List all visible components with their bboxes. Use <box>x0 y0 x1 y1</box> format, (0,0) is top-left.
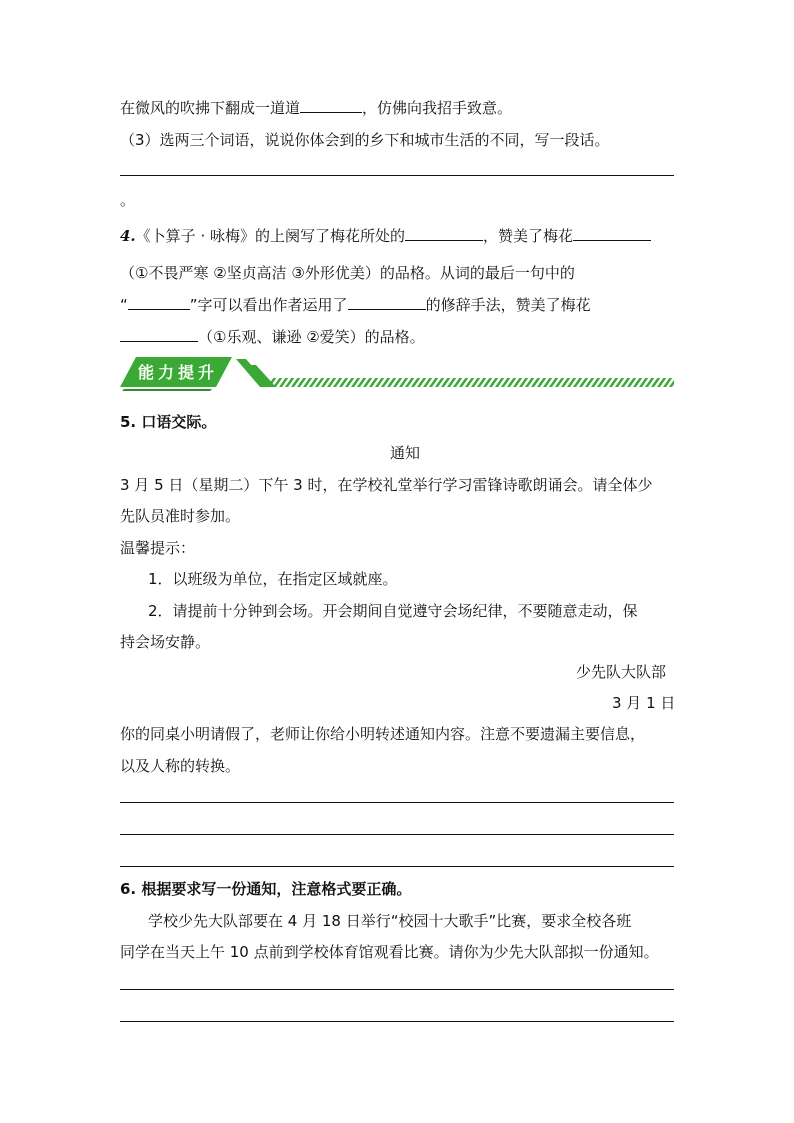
q6-paragraph-2: 同学在当天上午 10 点前到学校体育馆观看比赛。请你为少先大队部拟一份通知。 <box>120 943 659 961</box>
section-banner <box>120 357 674 391</box>
q4-number: 4. <box>120 227 136 245</box>
notice-title: 通知 <box>390 444 421 462</box>
q6-title: 6. 根据要求写一份通知，注意格式要正确。 <box>120 880 412 898</box>
answer-line[interactable] <box>120 834 674 835</box>
q4-quote-open: “ <box>120 296 128 314</box>
notice-tips-label: 温馨提示： <box>120 539 196 557</box>
q4-line-4 <box>120 326 425 347</box>
notice-date: 3 月 1 日 <box>612 694 676 712</box>
section-banner-title: 能力提升 <box>138 363 219 382</box>
q4-text: ”字可以看出作者运用了 <box>189 296 348 314</box>
notice-tip-1: 1．以班级为单位，在指定区域就座。 <box>148 570 398 588</box>
answer-blank[interactable] <box>128 294 190 310</box>
notice-tip-2-cont: 持会场安静。 <box>120 633 211 651</box>
q3-prompt: （3）选两三个词语，说说你体会到的乡下和城市生活的不同，写一段话。 <box>120 131 610 149</box>
notice-tip-2: 2．请提前十分钟到会场。开会期间自觉遵守会场纪律，不要随意走动，保 <box>148 602 638 620</box>
q5-task-2: 以及人称的转换。 <box>120 757 241 775</box>
q4-text: 的修辞手法，赞美了梅花 <box>425 296 591 314</box>
q5-task-1: 你的同桌小明请假了，老师让你给小明转述通知内容。注意不要遗漏主要信息， <box>120 725 646 743</box>
answer-blank[interactable] <box>405 225 483 241</box>
q4-line-1 <box>120 225 651 246</box>
q2-tail-line <box>120 97 512 118</box>
q6-paragraph-1: 学校少先大队部要在 4 月 18 日举行“校园十大歌手”比赛，要求全校各班 <box>148 912 632 930</box>
q4-text: 《卜算子 · 咏梅》的上阕写了梅花所处的 <box>135 227 405 245</box>
q4-line-2: （①不畏严寒 ②坚贞高洁 ③外形优美）的品格。从词的最后一句中的 <box>120 264 575 282</box>
answer-line[interactable] <box>120 1021 674 1022</box>
notice-body-1: 3 月 5 日（星期二）下午 3 时，在学校礼堂举行学习雷锋诗歌朗诵会。请全体少 <box>120 476 653 494</box>
notice-body-2: 先队员准时参加。 <box>120 507 241 525</box>
q4-text: （①乐观、谦逊 ②爱笑）的品格。 <box>198 328 425 346</box>
answer-blank[interactable] <box>120 326 198 342</box>
answer-line[interactable] <box>120 802 674 803</box>
q4-line-3 <box>120 294 591 315</box>
answer-blank[interactable] <box>300 97 362 113</box>
answer-line[interactable] <box>120 989 674 990</box>
q4-text: ，赞美了梅花 <box>482 227 573 245</box>
q2-tail-text: 在微风的吹拂下翻成一道道 <box>120 99 301 117</box>
notice-signer: 少先队大队部 <box>576 663 667 681</box>
q5-title: 5. 口语交际。 <box>120 413 217 431</box>
answer-blank[interactable] <box>348 294 426 310</box>
answer-line[interactable] <box>120 175 674 176</box>
answer-blank[interactable] <box>573 225 651 241</box>
q3-period: 。 <box>120 191 136 209</box>
q2-tail-text-end: ，仿佛向我招手致意。 <box>362 99 513 117</box>
answer-line[interactable] <box>120 866 674 867</box>
